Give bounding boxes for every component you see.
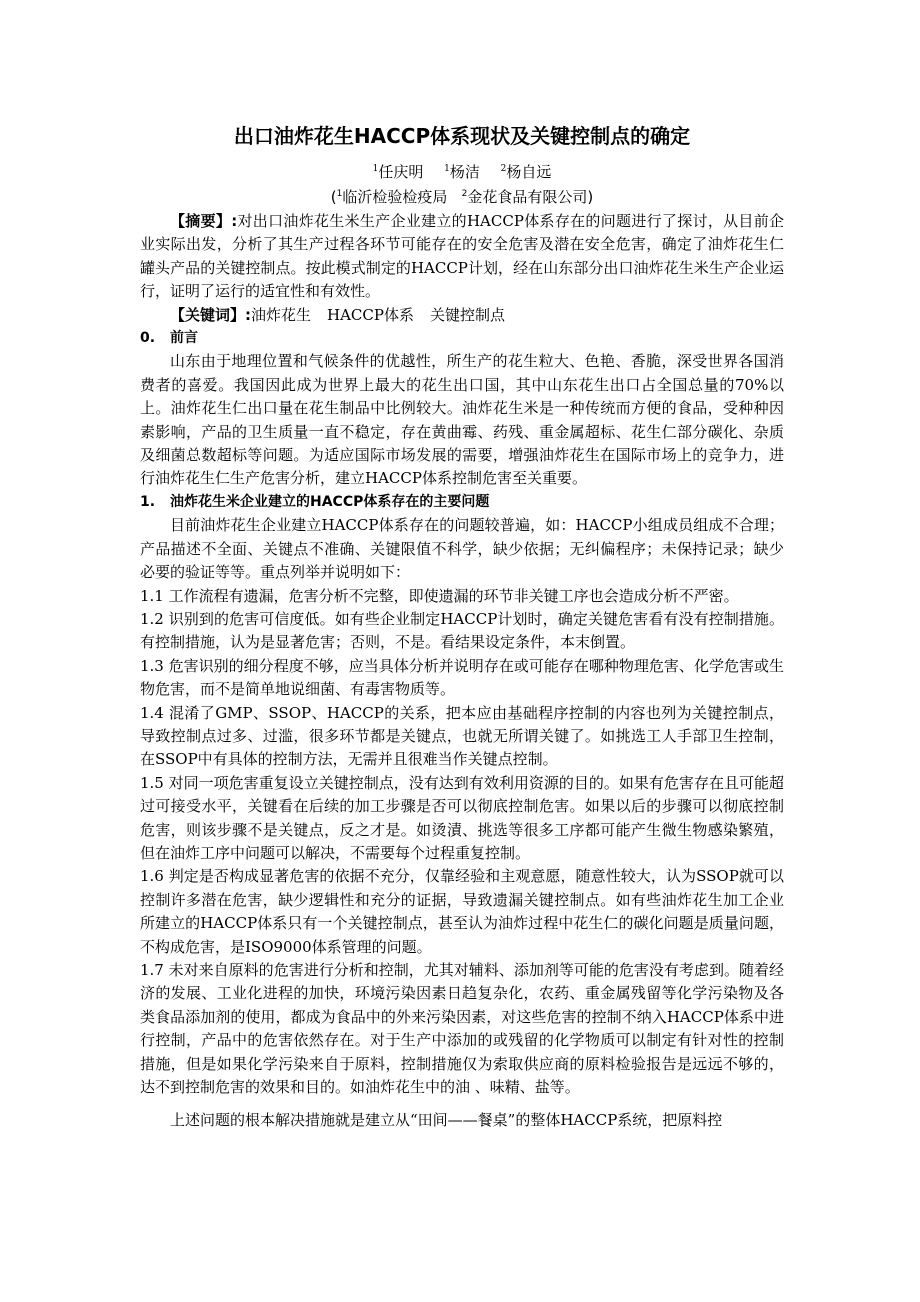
author xyxy=(501,163,552,181)
author-name: 杨洁 xyxy=(449,163,480,181)
affiliation-name: 金花食品有限公司 xyxy=(467,188,588,206)
abstract-text: 对出口油炸花生米生产企业建立的HACCP体系存在的问题进行了探讨，从目前企业实际出发，分析了其生产过程各环节可能存在的安全危害及潜在安全危害，确定了油炸花生仁罐头产品的关键控制点。按此模式制定的HACCP计划，经在山东部分出口油炸花生米生产企业运行，证明了运行的适宜性和有效性。 xyxy=(140,212,785,301)
author-line xyxy=(140,158,784,183)
keywords xyxy=(140,304,784,327)
affiliation-open-paren: ( xyxy=(330,188,337,206)
keyword: 关键控制点 xyxy=(429,305,505,324)
list-item-1-4: 1.4 混淆了GMP、SSOP、HACCP的关系，把本应由基础程序控制的内容也列为关键控制点，导致控制点过多、过滥，很多环节都是关键点，也就无所谓关键了。如挑选工人手部卫生控制，在SSOP中有具体的控制方法，无需并且很难当作关键点控制。 xyxy=(140,703,784,769)
affiliation-line xyxy=(140,183,784,208)
abstract xyxy=(140,210,784,304)
author-name: 任庆明 xyxy=(378,163,424,181)
affiliation-close-paren: ) xyxy=(587,188,594,206)
affiliation-superscript: 2 xyxy=(461,189,468,199)
affiliation-superscript: 1 xyxy=(336,189,343,199)
author-superscript: 1 xyxy=(372,164,379,174)
abstract-label: 【摘要】: xyxy=(170,212,238,230)
author-superscript: 1 xyxy=(444,164,450,174)
section-title: 前言 xyxy=(170,330,198,347)
section-number: 0. xyxy=(140,330,156,347)
section-heading-problems xyxy=(140,491,784,514)
affiliation-name: 临沂检验检疫局 xyxy=(342,188,448,206)
list-item-1-1: 1.1 工作流程有遗漏，危害分析不完整，即使遗漏的环节非关键工序也会造成分析不严密。 xyxy=(140,586,739,605)
list-item-1-2: 1.2 识别到的危害可信度低。如有些企业制定HACCP计划时，确定关键危害看有没有控制措施。有控制措施，认为是显著危害；否则，不是。看结果设定条件，本末倒置。 xyxy=(140,609,784,652)
keyword: HACCP体系 xyxy=(327,305,414,324)
document-page xyxy=(140,120,784,1133)
list-item-1-6: 1.6 判定是否构成显著危害的依据不充分，仅靠经验和主观意愿，随意性较大，认为SSOP就可以控制许多潜在危害，缺少逻辑性和充分的证据，导致遗漏关键控制点。如有些油炸花生加工企业所建立的HACCP体系只有一个关键控制点，甚至认为油炸过程中花生仁的碳化问题是质量问题，不构成危害，是ISO9000体系管理的问题。 xyxy=(140,867,784,956)
list-item-1-5: 1.5 对同一项危害重复设立关键控制点，没有达到有效利用资源的目的。如果有危害存在且可能超过可接受水平，关键看在后续的加工步骤是否可以彻底控制危害。如果以后的步骤可以彻底控制危害，则该步骤不是关键点，反之才是。如烫漬、挑选等很多工序都可能产生微生物感染繁殖，但在油炸工序中问题可以解决，不需要每个过程重复控制。 xyxy=(140,773,784,862)
section-heading-preface xyxy=(140,327,784,350)
author-name: 杨自远 xyxy=(506,163,552,181)
keyword: 油炸花生 xyxy=(251,305,312,324)
section-intro-paragraph: 目前油炸花生企业建立HACCP体系存在的问题较普遍，如：HACCP小组成员组成不合理；产品描述不全面、关键点不准确、关键限值不科学，缺少依据；无纠偏程序；未保持记录；缺少必要的验证等等。重点列举并说明如下： xyxy=(140,516,784,582)
preface-paragraph: 山东由于地理位置和气候条件的优越性，所生产的花生粒大、色艳、香脆，深受世界各国消费者的喜爱。我国因此成为世界上最大的花生出口国，其中山东花生出口占全国总量的70%以上。油炸花生仁出口量在花生制品中比例较大。油炸花生米是一种传统而方便的食品，受种种因素影响，产品的卫生质量一直不稳定，存在黄曲霉、药残、重金属超标、花生仁部分碳化、杂质及细菌总数超标等问题。为适应国际市场发展的需要，增强油炸花生在国际市场上的竞争力，进行油炸花生仁生产危害分析，建立HACCP体系控制危害至关重要。 xyxy=(140,352,784,488)
author xyxy=(444,163,480,181)
section-number: 1. xyxy=(140,493,156,510)
author xyxy=(373,163,424,181)
section-title: 油炸花生米企业建立的HACCP体系存在的主要问题 xyxy=(170,493,490,510)
closing-paragraph: 上述问题的根本解决措施就是建立从“田间——餐桌”的整体HACCP系统，把原料控 xyxy=(170,1111,723,1130)
list-item-1-3: 1.3 危害识别的细分程度不够，应当具体分析并说明存在或可能存在哪种物理危害、化学危害或生物危害，而不是简单地说细菌、有毒害物质等。 xyxy=(140,656,784,699)
list-item-1-7: 1.7 未对来自原料的危害进行分析和控制，尤其对辅料、添加剂等可能的危害没有考虑到。随着经济的发展、工业化进程的加快，环境污染因素日趋复杂化，农药、重金属残留等化学污染物及各类食品添加剂的使用，都成为食品中的外来污染因素，对这些危害的控制不纳入HACCP体系中进行控制，产品中的危害依然存在。对于生产中添加的或残留的化学物质可以制定有针对性的控制措施，但是如果化学污染来自于原料，控制措施仅为索取供应商的原料检验报告是远远不够的，达不到控制危害的效果和目的。如油炸花生中的油 、味精、盐等。 xyxy=(140,961,784,1097)
document-title: 出口油炸花生HACCP体系现状及关键控制点的确定 xyxy=(233,124,691,148)
author-superscript: 2 xyxy=(500,164,507,174)
keywords-label: 【关键词】: xyxy=(170,305,251,324)
